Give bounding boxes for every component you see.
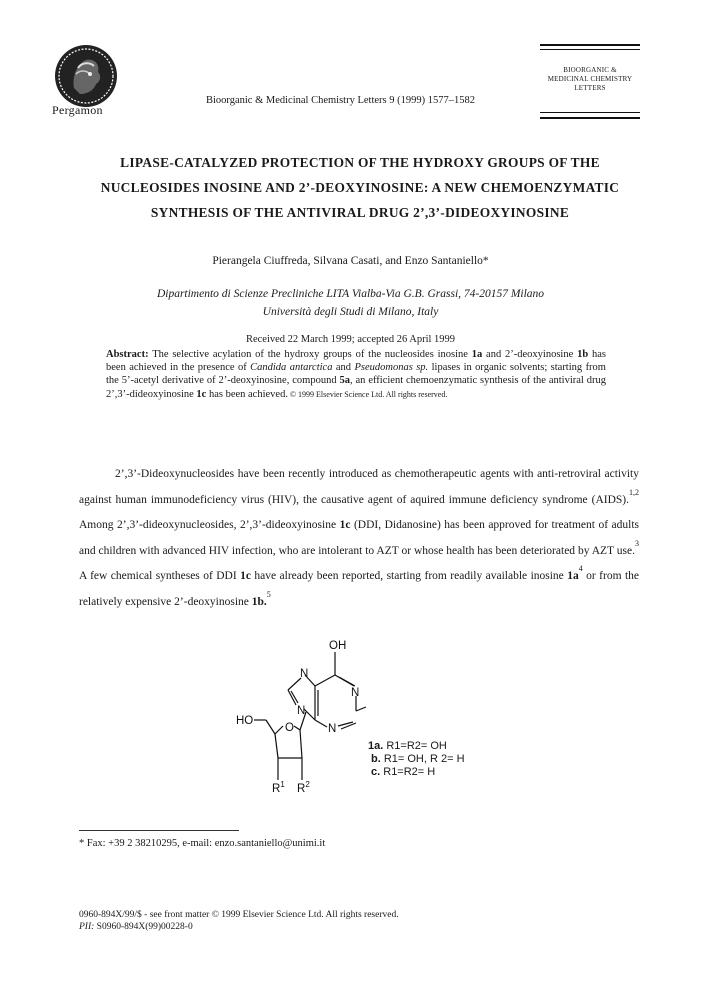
n3-atom: N — [328, 723, 337, 735]
abstract — [106, 348, 606, 401]
journal-rule-bottom — [540, 117, 640, 119]
compound-ref: 1c — [196, 388, 207, 400]
body-span: 2’,3’-Dideoxynucleosides have been recently introduced as chemotherapeutic agents with anti-retroviral activity against human immunodeficiency virus (HIV), the causative agent of aquired immune deficiency syndrome (AIDS). — [79, 468, 639, 506]
n9-atom: N — [297, 705, 306, 717]
publisher-name: Pergamon — [52, 103, 103, 117]
journal-rule-bottom-thin — [540, 112, 640, 113]
journal-logo-text — [540, 66, 640, 93]
body-span: have already been reported, starting from readily available inosine — [250, 570, 568, 582]
abstract-text: , an efficient chemoenzymatic synthesis of the antiviral drug 2’,3’-dideoxyinosine — [106, 375, 606, 400]
citation-ref: 3 — [635, 538, 639, 548]
received-dates: Received 22 March 1999; accepted 26 April 1999 — [245, 334, 456, 345]
abstract-text: has been achieved in the presence of — [106, 349, 606, 374]
citation-ref: 4 — [578, 564, 583, 574]
n7-atom: N — [300, 668, 309, 680]
legend-row-b — [368, 753, 465, 766]
r1-label: $R^1$ — [272, 780, 285, 795]
title-line: LIPASE-CATALYZED PROTECTION OF THE HYDROXY GROUPS OF THE — [120, 155, 600, 170]
title-line: SYNTHESIS OF THE ANTIVIRAL DRUG 2’,3’-DIDEOXYINOSINE — [150, 205, 570, 220]
legend-text: R1= OH, R 2= H — [380, 753, 465, 765]
citation-ref: 5 — [266, 589, 271, 599]
compound-ref: 1b — [577, 349, 589, 360]
legend-key: 1a. — [368, 740, 384, 752]
journal-logo-line: LETTERS — [574, 84, 606, 92]
ho-label: HO — [236, 715, 254, 727]
compound-ref: 1c — [240, 570, 251, 582]
legend-key: b. — [371, 753, 381, 765]
oh-label: OH — [329, 640, 347, 652]
r2-label: $R^2$ — [297, 780, 310, 795]
legend-text: R1=R2= H — [380, 766, 436, 778]
front-matter-line: 0960-894X/99/$ - see front matter © 1999 Elsevier Science Ltd. All rights reserved. — [79, 910, 399, 920]
structure-bonds — [254, 652, 366, 780]
pii-label: PII: — [79, 922, 95, 932]
journal-citation: Bioorganic & Medicinal Chemistry Letters 9 (1999) 1577–1582 — [206, 95, 475, 106]
journal-logo-line: BIOORGANIC & — [563, 66, 617, 74]
authors: Pierangela Ciuffreda, Silvana Casati, and Enzo Santaniello* — [212, 255, 489, 267]
legend-row-c — [368, 766, 465, 779]
abstract-text: and 2’-deoxyinosine — [482, 349, 578, 360]
corresponding-author-footnote: * Fax: +39 2 38210295, e-mail: enzo.santaniello@unimi.it — [79, 838, 326, 849]
legend-row-a — [368, 740, 465, 753]
journal-rule-top — [540, 44, 640, 46]
compound-ref: 1a — [567, 570, 579, 582]
abstract-copyright: © 1999 Elsevier Science Ltd. All rights reserved. — [287, 389, 448, 399]
pergamon-seal-icon — [52, 42, 120, 112]
compound-ref: 1b. — [251, 595, 267, 608]
front-matter — [79, 909, 399, 933]
structure-legend — [368, 740, 465, 779]
abstract-text: and — [332, 362, 355, 374]
affiliation-line-1: Dipartimento di Scienze Precliniche LITA Vialba-Via G.B. Grassi, 74-20157 Milano — [156, 288, 545, 300]
pii-value: S0960-894X(99)00228-0 — [94, 922, 193, 932]
abstract-text: lipases in organic solvents; starting from the 5’-acetyl derivative of 2’-deoxyinosine, compound — [106, 362, 606, 387]
footnote-rule — [79, 830, 239, 831]
organism-name: Candida antarctica — [250, 362, 333, 374]
legend-text: R1=R2= OH — [383, 740, 447, 752]
n1-atom: N — [351, 687, 360, 699]
legend-key: c. — [371, 766, 381, 778]
body-span: Among 2’,3’-dideoxynucleosides, 2’,3’-dideoxyinosine — [79, 519, 340, 531]
abstract-text: has been achieved. — [206, 388, 288, 400]
journal-rule-top-thin — [540, 49, 640, 50]
organism-name: Pseudomonas sp. — [354, 362, 429, 374]
paper-title — [60, 150, 660, 225]
citation-ref: 1,2 — [629, 487, 639, 497]
body-text — [79, 462, 639, 615]
abstract-text: The selective acylation of the hydroxy groups of the nucleosides inosine — [148, 349, 472, 360]
body-span: or from the relatively expensive 2’-deoxyinosine — [79, 570, 639, 608]
compound-ref: 1a — [471, 349, 483, 360]
compound-ref: 1c — [339, 519, 351, 531]
pergamon-logo — [52, 42, 120, 112]
affiliation-line-2: Università degli Studi di Milano, Italy — [262, 306, 439, 318]
ring-oxygen: O — [285, 722, 294, 734]
body-span: A few chemical syntheses of DDI — [79, 570, 241, 582]
abstract-label: Abstract: — [106, 349, 149, 360]
journal-logo-line: MEDICINAL CHEMISTRY — [547, 75, 633, 83]
compound-ref: 5a — [339, 375, 350, 387]
title-line: NUCLEOSIDES INOSINE AND 2’-DEOXYINOSINE: A NEW CHEMOENZYMATIC — [100, 180, 620, 195]
paragraph — [79, 462, 639, 615]
body-span: (DDI, Didanosine) has been approved for treatment of adults and children with advanced HIV infection, who are intolerant to AZT or whose health has been deteriorated by AZT use. — [79, 519, 639, 557]
pii-line — [79, 921, 399, 933]
